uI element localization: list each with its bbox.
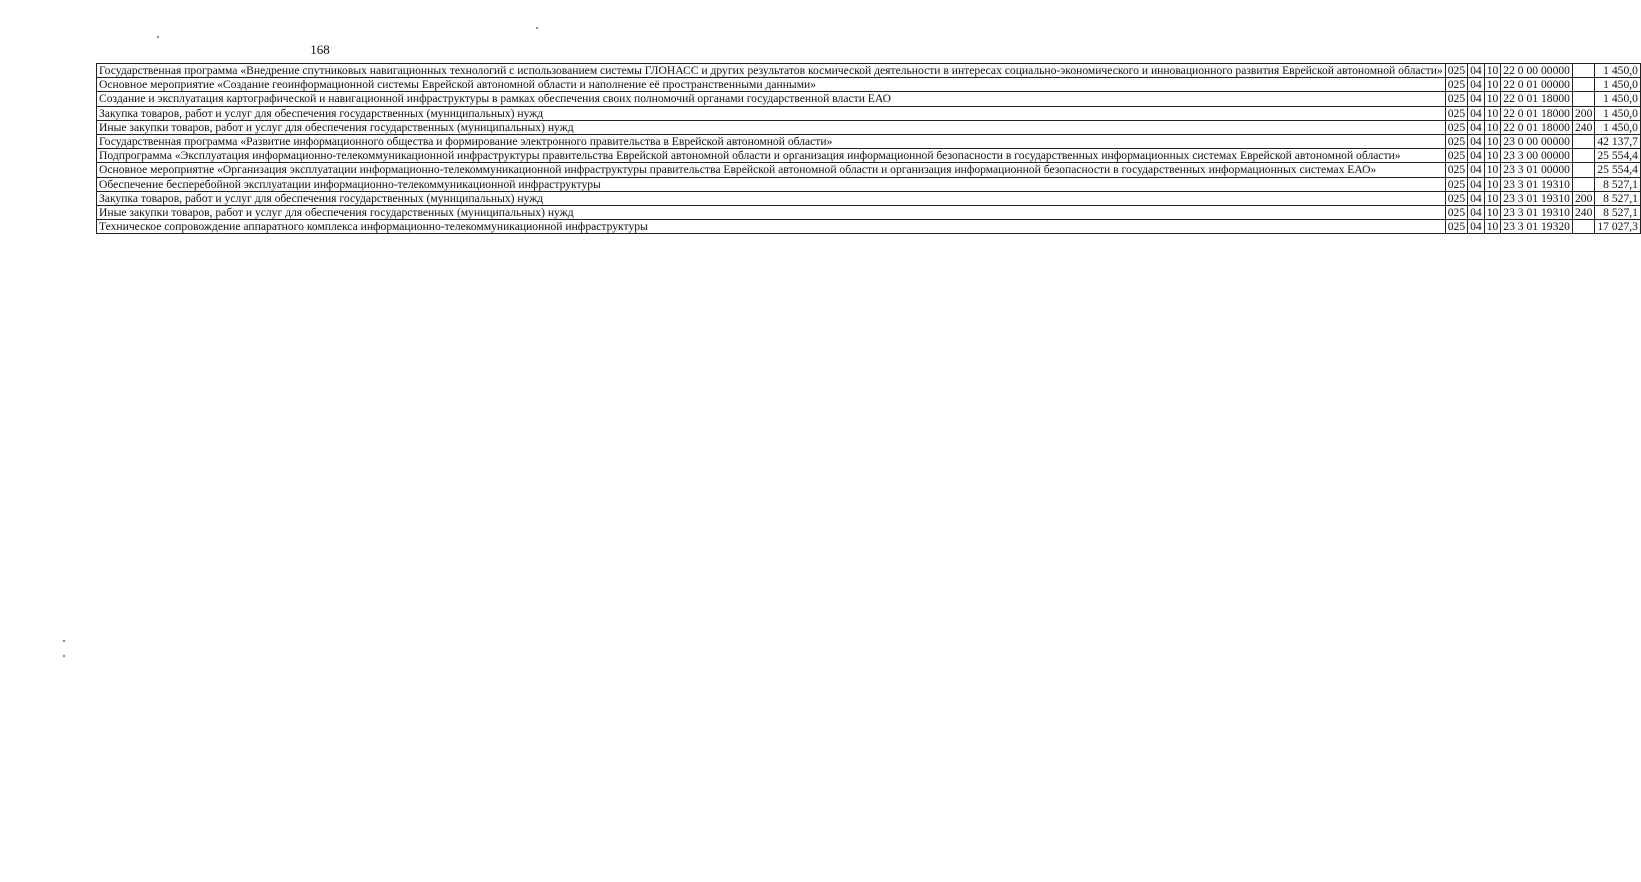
target-article-cell: 23 3 01 19320 [1501, 220, 1573, 234]
subsection-code-cell: 10 [1484, 135, 1501, 149]
grbs-code-cell: 025 [1445, 220, 1467, 234]
item-name-cell: Техническое сопровождение аппаратного комплекса информационно-телекоммуникационной инфраструктуры [97, 220, 1446, 234]
amount-cell: 8 527,1 [1595, 177, 1641, 191]
table-row [97, 177, 1641, 191]
subsection-code-cell: 10 [1484, 64, 1501, 78]
budget-table [96, 63, 1641, 234]
grbs-code-cell: 025 [1445, 106, 1467, 120]
scan-speck [63, 640, 65, 642]
item-name-cell: Подпрограмма «Эксплуатация информационно-телекоммуникационной инфраструктуры правительства Еврейской автономной области и организация информационной безопасности в государственных информационных системах Еврейской автономной области» [97, 149, 1446, 163]
section-code-cell: 04 [1468, 120, 1485, 134]
table-row [97, 78, 1641, 92]
section-code-cell: 04 [1468, 206, 1485, 220]
table-row [97, 120, 1641, 134]
target-article-cell: 22 0 01 18000 [1501, 106, 1573, 120]
grbs-code-cell: 025 [1445, 149, 1467, 163]
target-article-cell: 23 3 01 19310 [1501, 177, 1573, 191]
item-name-cell: Государственная программа «Внедрение спутниковых навигационных технологий с использованием системы ГЛОНАСС и других результатов космической деятельности в интересах социально-экономического и инновационного развития Еврейской автономной области» [97, 64, 1446, 78]
expense-type-cell: 240 [1572, 120, 1594, 134]
grbs-code-cell: 025 [1445, 78, 1467, 92]
target-article-cell: 22 0 01 00000 [1501, 78, 1573, 92]
amount-cell: 25 554,4 [1595, 149, 1641, 163]
subsection-code-cell: 10 [1484, 78, 1501, 92]
subsection-code-cell: 10 [1484, 149, 1501, 163]
grbs-code-cell: 025 [1445, 92, 1467, 106]
expense-type-cell [1572, 149, 1594, 163]
expense-type-cell [1572, 163, 1594, 177]
subsection-code-cell: 10 [1484, 120, 1501, 134]
expense-type-cell: 200 [1572, 106, 1594, 120]
table-row [97, 106, 1641, 120]
grbs-code-cell: 025 [1445, 120, 1467, 134]
amount-cell: 8 527,1 [1595, 191, 1641, 205]
section-code-cell: 04 [1468, 177, 1485, 191]
section-code-cell: 04 [1468, 78, 1485, 92]
subsection-code-cell: 10 [1484, 163, 1501, 177]
amount-cell: 42 137,7 [1595, 135, 1641, 149]
section-code-cell: 04 [1468, 92, 1485, 106]
target-article-cell: 22 0 00 00000 [1501, 64, 1573, 78]
subsection-code-cell: 10 [1484, 206, 1501, 220]
amount-cell: 1 450,0 [1595, 92, 1641, 106]
amount-cell: 1 450,0 [1595, 106, 1641, 120]
target-article-cell: 23 3 01 00000 [1501, 163, 1573, 177]
grbs-code-cell: 025 [1445, 191, 1467, 205]
table-row [97, 191, 1641, 205]
amount-cell: 25 554,4 [1595, 163, 1641, 177]
grbs-code-cell: 025 [1445, 135, 1467, 149]
section-code-cell: 04 [1468, 106, 1485, 120]
table-row [97, 163, 1641, 177]
amount-cell: 1 450,0 [1595, 120, 1641, 134]
scan-speck [157, 36, 159, 38]
item-name-cell: Закупка товаров, работ и услуг для обеспечения государственных (муниципальных) нужд [97, 191, 1446, 205]
item-name-cell: Создание и эксплуатация картографической и навигационной инфраструктуры в рамках обеспечения своих полномочий органами государственной власти ЕАО [97, 92, 1446, 106]
grbs-code-cell: 025 [1445, 206, 1467, 220]
section-code-cell: 04 [1468, 135, 1485, 149]
item-name-cell: Государственная программа «Развитие информационного общества и формирование электронного правительства в Еврейской автономной области» [97, 135, 1446, 149]
item-name-cell: Иные закупки товаров, работ и услуг для обеспечения государственных (муниципальных) нужд [97, 120, 1446, 134]
grbs-code-cell: 025 [1445, 64, 1467, 78]
subsection-code-cell: 10 [1484, 106, 1501, 120]
table-row [97, 135, 1641, 149]
expense-type-cell [1572, 92, 1594, 106]
scan-speck [63, 655, 65, 657]
target-article-cell: 22 0 01 18000 [1501, 92, 1573, 106]
item-name-cell: Основное мероприятие «Организация эксплуатации информационно-телекоммуникационной инфраструктуры правительства Еврейской автономной области и организация информационной безопасности в государственных информационных системах ЕАО» [97, 163, 1446, 177]
section-code-cell: 04 [1468, 163, 1485, 177]
section-code-cell: 04 [1468, 191, 1485, 205]
target-article-cell: 22 0 01 18000 [1501, 120, 1573, 134]
scan-speck [536, 27, 538, 29]
target-article-cell: 23 3 01 19310 [1501, 206, 1573, 220]
expense-type-cell [1572, 220, 1594, 234]
subsection-code-cell: 10 [1484, 177, 1501, 191]
target-article-cell: 23 3 00 00000 [1501, 149, 1573, 163]
target-article-cell: 23 0 00 00000 [1501, 135, 1573, 149]
expense-type-cell: 200 [1572, 191, 1594, 205]
amount-cell: 17 027,3 [1595, 220, 1641, 234]
table-row [97, 220, 1641, 234]
amount-cell: 1 450,0 [1595, 64, 1641, 78]
grbs-code-cell: 025 [1445, 177, 1467, 191]
item-name-cell: Обеспечение бесперебойной эксплуатации информационно-телекоммуникационной инфраструктуры [97, 177, 1446, 191]
item-name-cell: Основное мероприятие «Создание геоинформационной системы Еврейской автономной области и наполнение её пространственными данными» [97, 78, 1446, 92]
table-row [97, 64, 1641, 78]
expense-type-cell [1572, 177, 1594, 191]
subsection-code-cell: 10 [1484, 191, 1501, 205]
item-name-cell: Иные закупки товаров, работ и услуг для обеспечения государственных (муниципальных) нужд [97, 206, 1446, 220]
expense-type-cell: 240 [1572, 206, 1594, 220]
section-code-cell: 04 [1468, 220, 1485, 234]
expense-type-cell [1572, 135, 1594, 149]
item-name-cell: Закупка товаров, работ и услуг для обеспечения государственных (муниципальных) нужд [97, 106, 1446, 120]
amount-cell: 8 527,1 [1595, 206, 1641, 220]
section-code-cell: 04 [1468, 64, 1485, 78]
subsection-code-cell: 10 [1484, 220, 1501, 234]
section-code-cell: 04 [1468, 149, 1485, 163]
table-row [97, 206, 1641, 220]
expense-type-cell [1572, 64, 1594, 78]
page-number: 168 [310, 42, 330, 57]
table-body [97, 64, 1641, 234]
target-article-cell: 23 3 01 19310 [1501, 191, 1573, 205]
subsection-code-cell: 10 [1484, 92, 1501, 106]
expense-type-cell [1572, 78, 1594, 92]
table-row [97, 149, 1641, 163]
table-row [97, 92, 1641, 106]
grbs-code-cell: 025 [1445, 163, 1467, 177]
amount-cell: 1 450,0 [1595, 78, 1641, 92]
